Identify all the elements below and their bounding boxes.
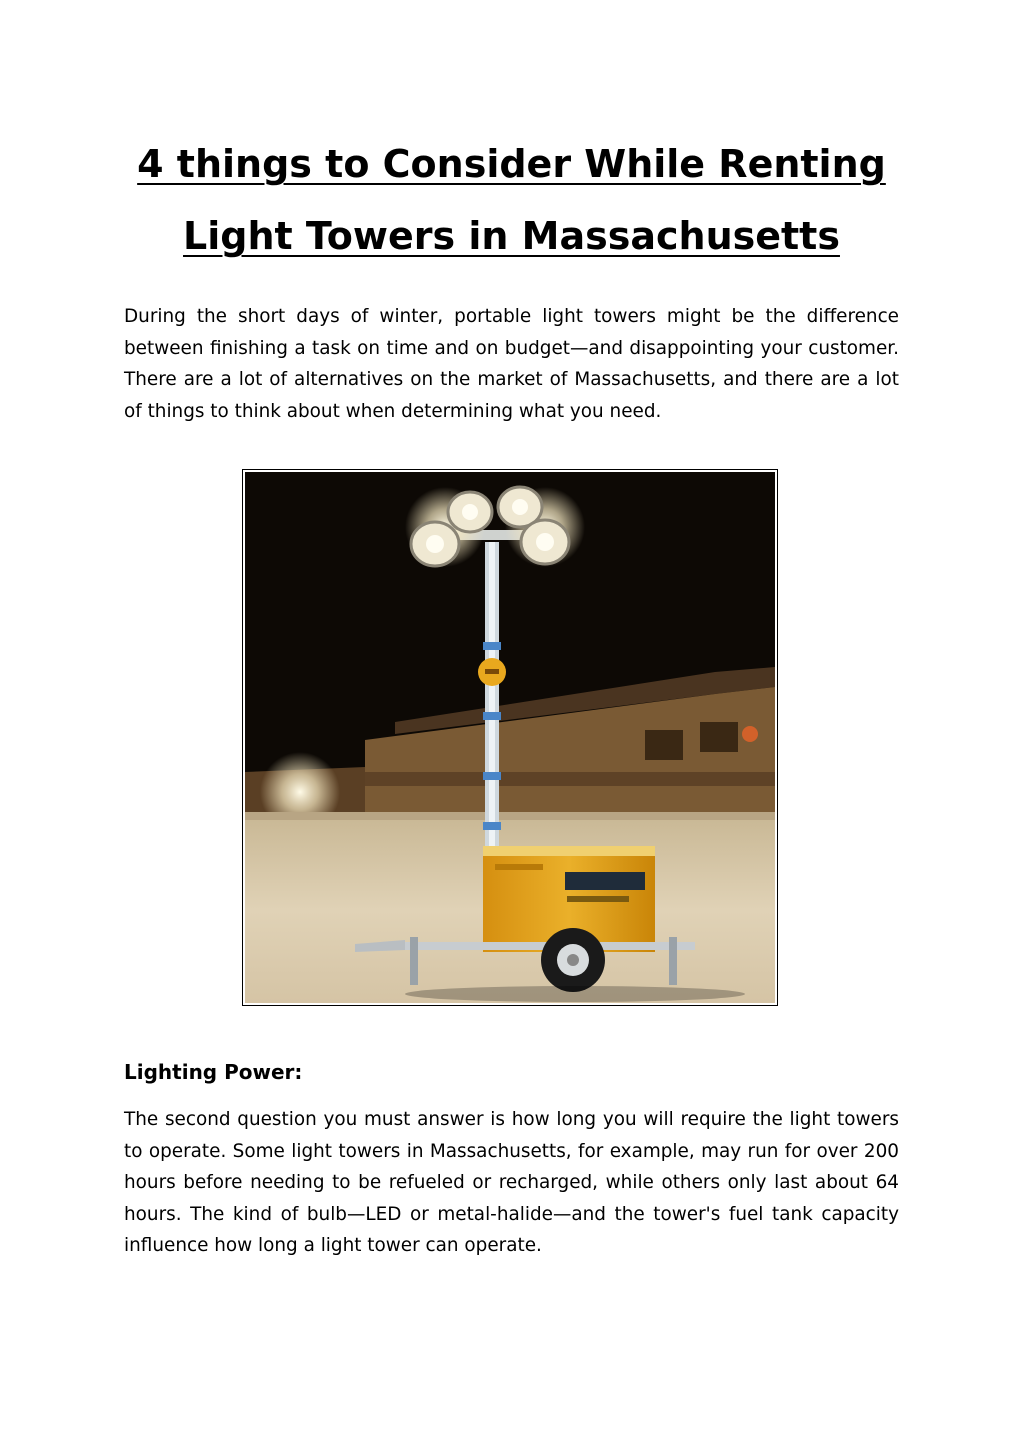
jack-stand bbox=[669, 937, 677, 985]
lamp-bulb bbox=[536, 533, 554, 551]
wheel-hub bbox=[567, 954, 579, 966]
intro-paragraph: During the short days of winter, portable light towers might be the difference between finishing a task on time and on budget—and disappointing your customer. There are a lot of alternatives on the market of Massachusetts, and there are a lot of things to think about when determining what you need. bbox=[124, 306, 899, 422]
mast-clamp bbox=[483, 772, 501, 780]
building-window bbox=[700, 722, 738, 752]
mast-clamp bbox=[483, 642, 501, 650]
generator-label bbox=[567, 896, 629, 902]
generator-vent bbox=[495, 864, 543, 870]
curb bbox=[245, 812, 775, 820]
page-title: 4 things to Consider While Renting Light Towers in Massachusetts bbox=[137, 142, 886, 258]
lamp-bulb bbox=[462, 504, 478, 520]
lamp-bulb bbox=[512, 499, 528, 515]
building-band bbox=[365, 772, 775, 786]
mast-clamp bbox=[483, 822, 501, 830]
building-window bbox=[645, 730, 683, 760]
generator-top bbox=[483, 846, 655, 856]
shadow bbox=[405, 986, 745, 1002]
section-heading: Lighting Power: bbox=[124, 1060, 303, 1084]
section-paragraph: The second question you must answer is how long you will require the light towers to operate. Some light towers in Massachusetts, for example, may run for over 200 hours before needing to be refueled or recharged, while others only last about 64 hours. The kind of bulb—LED or metal-halide—and the tower's fuel tank capacity influence how long a light tower can operate. bbox=[124, 1109, 899, 1257]
jack-stand bbox=[410, 937, 418, 985]
lamp-bulb bbox=[426, 535, 444, 553]
sign-light bbox=[742, 726, 758, 742]
mast-clamp bbox=[483, 712, 501, 720]
light-tower-photo bbox=[242, 469, 778, 1006]
warning-sign-mark bbox=[485, 669, 499, 674]
light-tower-illustration bbox=[245, 472, 775, 1003]
generator-logo bbox=[565, 872, 645, 890]
